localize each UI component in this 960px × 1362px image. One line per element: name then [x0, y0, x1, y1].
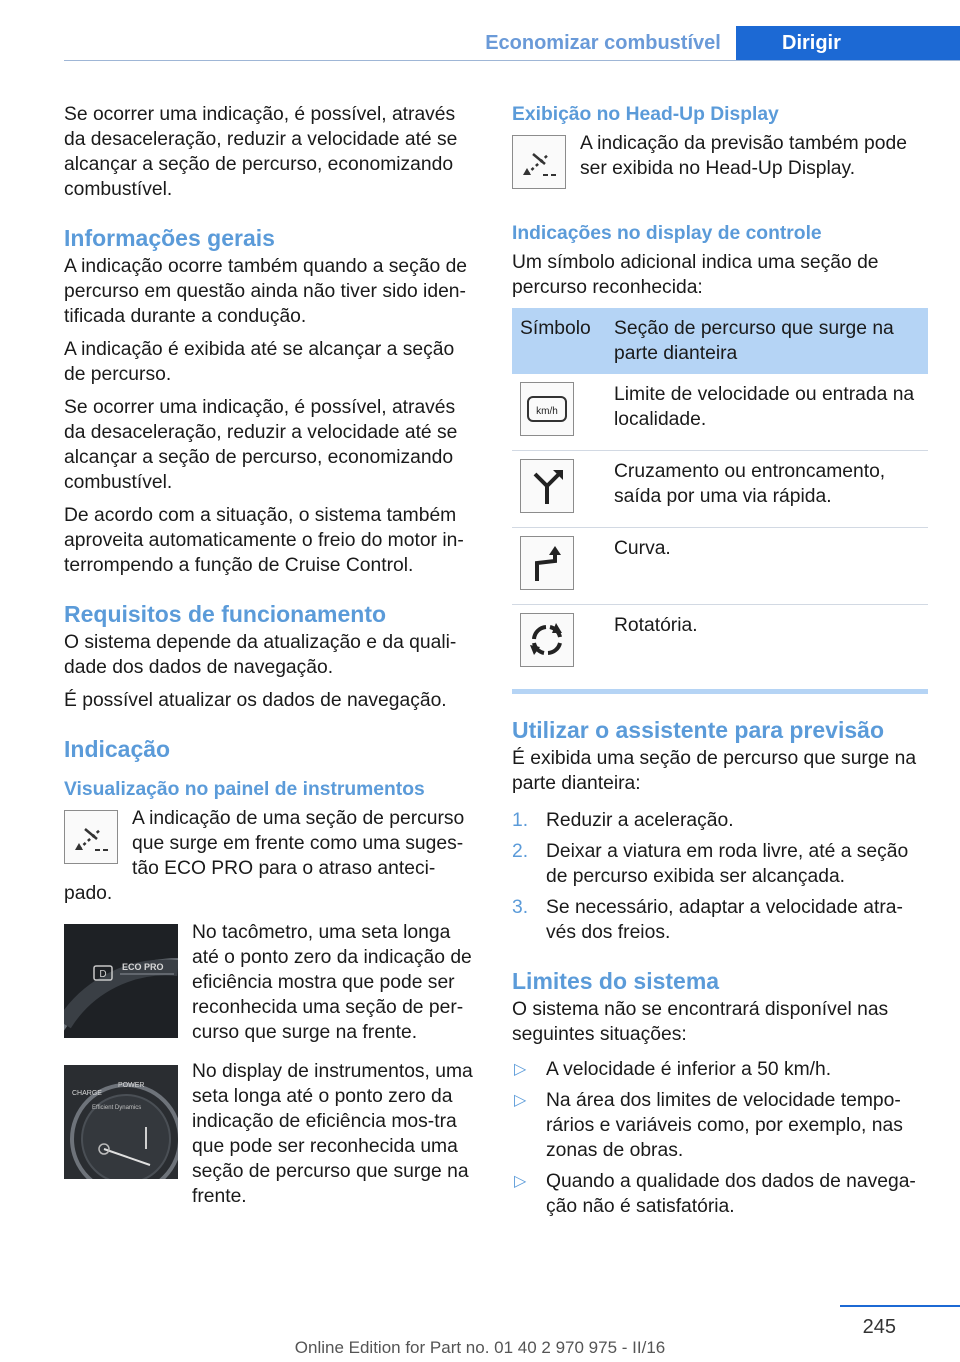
- table-cell-text: Limite de velocidade ou entrada na localidade.: [606, 374, 928, 451]
- footer-rule: [840, 1305, 960, 1307]
- table-header-section: Seção de percurso que surge na parte dianteira: [606, 308, 928, 374]
- intro-paragraph: Se ocorrer uma indicação, é possível, através da desaceleração, reduzir a velocidade até se alcançar a seção de percurso, economizando combustível.: [64, 104, 458, 200]
- heading-system-limits: Limites do sistema: [512, 968, 720, 994]
- heading-control-display: Indicações no display de controle: [512, 223, 822, 244]
- heading-indication: Indicação: [64, 736, 171, 762]
- table-end-rule: [512, 689, 928, 694]
- list-item: [512, 1088, 928, 1163]
- heading-instrument-cluster: Visualização no painel de instrumentos: [64, 779, 425, 800]
- eco-pro-hint-icon: [64, 810, 118, 864]
- list-item: [512, 808, 928, 833]
- step-text: Reduzir a aceleração.: [546, 810, 734, 831]
- requirements-paragraph: O sistema depende da atualização e da quali-dade dos dados de navegação.: [64, 632, 457, 678]
- left-column: [64, 102, 480, 1217]
- step-text: Se necessário, adaptar a velocidade atra-vés dos freios.: [546, 897, 903, 943]
- step-text: Deixar a viatura em roda livre, até a seção de percurso exibida ser alcançada.: [546, 841, 909, 887]
- header-section-title: Economizar combustível: [485, 32, 721, 54]
- heading-requirements: Requisitos de funcionamento: [64, 601, 387, 627]
- limit-text: Na área dos limites de velocidade tempo-rários e variáveis como, por exemplo, nas zonas de obras.: [546, 1090, 903, 1161]
- tachometer-image: [64, 924, 178, 1038]
- limit-text: A velocidade é inferior a 50 km/h.: [546, 1059, 832, 1080]
- heading-general-info: Informações gerais: [64, 225, 275, 251]
- speed-limit-icon: [520, 382, 574, 436]
- step-number: 2.: [512, 841, 529, 862]
- table-cell-text: Curva.: [606, 528, 928, 605]
- page-number: 245: [862, 1316, 896, 1338]
- display-paragraph: No display de instrumentos, uma seta longa até o ponto zero da indicação de eficiência mos-tra que pode ser reconhecida uma seção de percurso que surge na frente.: [192, 1061, 473, 1207]
- header-rule: [64, 60, 960, 61]
- table-row: [512, 374, 928, 451]
- table-header-symbol: Símbolo: [512, 308, 606, 374]
- junction-icon: [520, 459, 574, 513]
- roundabout-icon: [520, 613, 574, 667]
- instrument-display-image: [64, 1065, 178, 1179]
- symbol-table: [512, 308, 928, 681]
- steps-list: [512, 808, 928, 945]
- heading-head-up-display: Exibição no Head-Up Display: [512, 104, 779, 125]
- list-item: [512, 839, 928, 889]
- list-item: [512, 895, 928, 945]
- tacho-gear-label: D: [99, 969, 107, 980]
- table-header-row: [512, 308, 928, 374]
- display-charge-label: CHARGE: [72, 1090, 102, 1097]
- table-row: [512, 451, 928, 528]
- tacho-paragraph: No tacômetro, uma seta longa até o ponto zero da indicação de eficiência mostra que pode ser reconhecida uma seção de per-curso que surge na frente.: [192, 922, 472, 1043]
- list-item: [512, 1057, 928, 1082]
- bullet-triangle-icon: ▷: [514, 1173, 527, 1190]
- header-chapter-tab[interactable]: Dirigir: [736, 26, 960, 60]
- hud-hint-icon: [512, 135, 566, 189]
- control-paragraph: Um símbolo adicional indica uma seção de percurso reconhecida:: [512, 252, 879, 298]
- table-row: [512, 528, 928, 605]
- display-efficient-dynamics-label: Efficient Dynamics: [92, 1105, 142, 1111]
- bullet-triangle-icon: ▷: [514, 1061, 527, 1078]
- table-row: [512, 605, 928, 682]
- table-cell-text: Cruzamento ou entroncamento, saída por uma via rápida.: [606, 451, 928, 528]
- step-number: 1.: [512, 810, 529, 831]
- hud-paragraph: A indicação da previsão também pode ser exibida no Head-Up Display.: [580, 133, 907, 179]
- table-cell-text: Rotatória.: [614, 615, 698, 636]
- step-number: 3.: [512, 897, 529, 918]
- limit-text: Quando a qualidade dos dados de navega-ção não é satisfatória.: [546, 1171, 916, 1217]
- curve-icon: [520, 536, 574, 590]
- speed-limit-icon-text: km/h: [536, 406, 558, 417]
- cluster-paragraph: A indicação de uma seção de percurso que surge em frente como uma suges-tão ECO PRO para o atraso anteci-pado.: [64, 808, 465, 904]
- bullet-triangle-icon: ▷: [514, 1092, 527, 1109]
- general-paragraph: Se ocorrer uma indicação, é possível, através da desaceleração, reduzir a velocidade até se alcançar a seção de percurso, economizando combustível.: [64, 397, 458, 493]
- display-power-label: POWER: [118, 1082, 145, 1089]
- limits-list: [512, 1057, 928, 1219]
- tacho-eco-pro-label: ECO PRO: [122, 962, 164, 972]
- general-paragraph: A indicação é exibida até se alcançar a seção de percurso.: [64, 339, 455, 385]
- limits-paragraph: O sistema não se encontrará disponível nas seguintes situações:: [512, 999, 889, 1045]
- requirements-paragraph: É possível atualizar os dados de navegação.: [64, 690, 447, 711]
- footer-edition: Online Edition for Part no. 01 40 2 970 975 - II/16: [294, 1338, 666, 1357]
- list-item: [512, 1169, 928, 1219]
- use-paragraph: É exibida uma seção de percurso que surge na parte dianteira:: [512, 748, 917, 794]
- heading-use-assistant: Utilizar o assistente para previsão: [512, 717, 884, 743]
- general-paragraph: De acordo com a situação, o sistema também aproveita automaticamente o freio do motor in-terrompendo a função de Cruise Control.: [64, 505, 464, 576]
- general-paragraph: A indicação ocorre também quando a seção de percurso em questão ainda não tiver sido iden-tificada durante a condução.: [64, 256, 468, 327]
- right-column: [512, 102, 928, 1227]
